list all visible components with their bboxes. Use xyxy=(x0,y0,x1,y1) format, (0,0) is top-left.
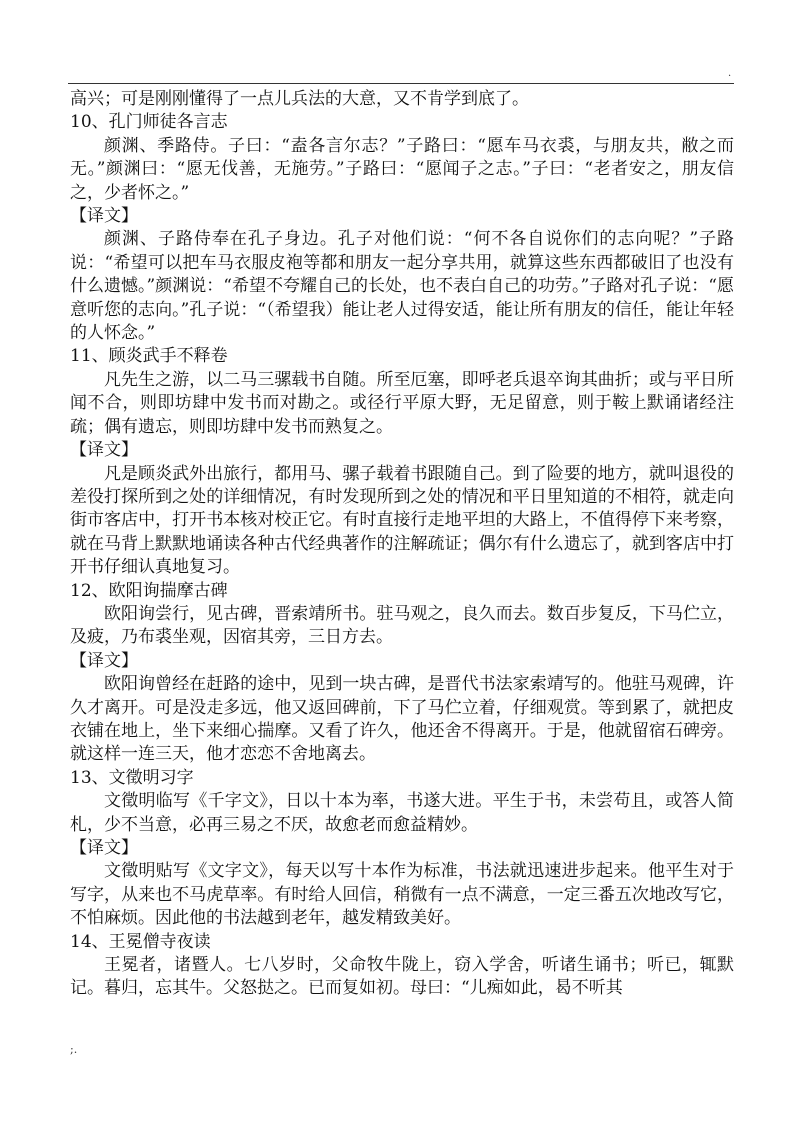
header-rule xyxy=(68,83,734,84)
original-text-paragraph: 颜渊、季路侍。子曰：“盍各言尔志？”子路曰：“愿车马衣裘，与朋友共，敝之而无。”颜渊曰：“愿无伐善，无施劳。”子路曰：“愿闻子之志。”子曰：“老者安之，朋友信之，少者怀之。” xyxy=(70,135,734,203)
translation-label: 【译文】 xyxy=(70,206,138,227)
footer-mark: ;. xyxy=(70,1043,78,1056)
translation-paragraph: 凡是顾炎武外出旅行，都用马、骡子载着书跟随自己。到了险要的地方，就叫退役的差役打探所到之处的详细情况，有时发现所到之处的情况和平日里知道的不相符，就走向街市客店中，打开书本核对校正它。有时直接行走地平坦的大路上，不值得停下来考察，就在马背上默默地诵读各种古代经典著作的注解疏证；偶尔有什么遗忘了，就到客店中打开书仔细认真地复习。 xyxy=(70,463,734,578)
translation-paragraph: 欧阳询曾经在赶路的途中，见到一块古碑，是晋代书法家索靖写的。他驻马观碑，许久才离开。可是没走多远，他又返回碑前，下了马伫立着，仔细观赏。等到累了，就把皮衣铺在地上，坐下来细心揣摩。又看了许久，他还舍不得离开。于是，他就留宿石碑旁。就这样一连三天，他才恋恋不舍地离去。 xyxy=(70,674,734,765)
translation-label: 【译文】 xyxy=(70,650,138,671)
original-text-paragraph: 凡先生之游，以二马三骡载书自随。所至厄塞，即呼老兵退卒询其曲折；或与平日所闻不合，则即坊肆中发书而对勘之。或径行平原大野，无足留意，则于鞍上默诵诸经注疏；偶有遗忘，则即坊肆中发书而熟复之。 xyxy=(70,369,734,437)
original-text-paragraph: 文徵明临写《千字文》，日以十本为率，书遂大进。平生于书，未尝苟且，或答人简札，少不当意，必再三易之不厌，故愈老而愈益精妙。 xyxy=(70,791,734,835)
translation-label: 【译文】 xyxy=(70,838,138,858)
body-paragraph: 高兴；可是刚刚懂得了一点儿兵法的大意，又不肯学到底了。 xyxy=(70,89,529,109)
header-mark: . xyxy=(728,68,732,79)
translation-paragraph: 文徵明贴写《文字文》，每天以写十本作为标准，书法就迅速进步起来。他平生对于写字，从来也不马虎草率。有时给人回信，稍微有一点不满意，一定三番五次地改写它，不怕麻烦。因此他的书法越到老年，越发精致美好。 xyxy=(70,861,734,929)
section-title: 11、顾炎武手不释卷 xyxy=(70,346,228,367)
translation-label: 【译文】 xyxy=(70,440,138,461)
section-title: 10、孔门师徒各言志 xyxy=(70,112,228,133)
document-body xyxy=(70,88,734,1001)
section-title: 12、欧阳询揣摩古碑 xyxy=(70,580,228,601)
section-title: 13、文徵明习字 xyxy=(70,767,194,788)
section-title: 14、王冕僧寺夜读 xyxy=(70,931,211,952)
original-text-paragraph: 王冕者，诸暨人。七八岁时，父命牧牛陇上，窃入学舍，听诸生诵书；听已，辄默记。暮归，忘其牛。父怒挞之。已而复如初。母曰：“儿痴如此，曷不听其 xyxy=(70,955,734,999)
original-text-paragraph: 欧阳询尝行，见古碑，晋索靖所书。驻马观之，良久而去。数百步复反，下马伫立，及疲，乃布裘坐观，因宿其旁，三日方去。 xyxy=(70,603,734,648)
translation-paragraph: 颜渊、子路侍奉在孔子身边。孔子对他们说：“何不各自说你们的志向呢？”子路说：“希望可以把车马衣服皮袍等都和朋友一起分享共用，就算这些东西都破旧了也没有什么遗憾。”颜渊说：“希望不夸耀自己的长处，也不表白自己的功劳。”子路对孔子说：“愿意听您的志向。”孔子说：“（希望我）能让老人过得安适，能让所有朋友的信任，能让年轻的人怀念。” xyxy=(70,229,734,344)
